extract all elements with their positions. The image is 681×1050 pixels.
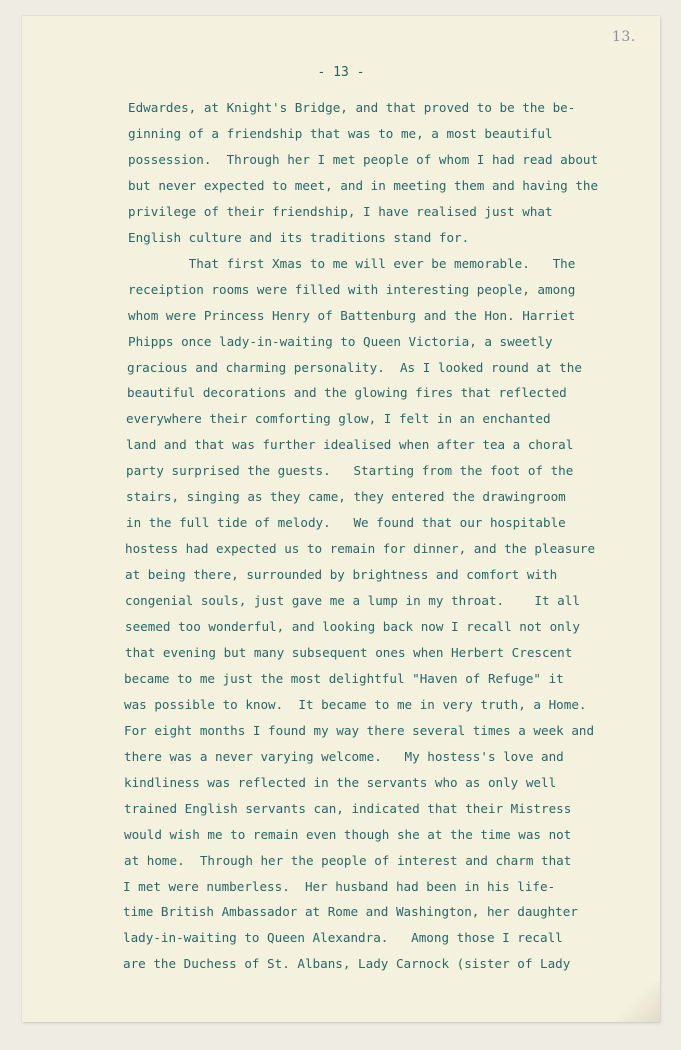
text-line: lady-in-waiting to Queen Alexandra. Among those I recall <box>123 930 563 946</box>
text-line: whom were Princess Henry of Battenburg and the Hon. Harriet <box>128 307 576 323</box>
text-line: stairs, singing as they came, they entered the drawingroom <box>126 489 566 505</box>
document-page <box>22 16 660 1022</box>
text-line: hostess had expected us to remain for dinner, and the pleasure <box>125 541 596 557</box>
text-line: there was a never varying welcome. My hostess's love and <box>124 748 564 764</box>
text-line: in the full tide of melody. We found that our hospitable <box>126 515 566 531</box>
text-line: possession. Through her I met people of whom I had read about <box>128 151 599 167</box>
text-line: beautiful decorations and the glowing fires that reflected <box>127 385 567 401</box>
text-line: trained English servants can, indicated that their Mistress <box>124 800 572 816</box>
text-line: That first Xmas to me will ever be memorable. The <box>128 255 576 271</box>
text-line: congenial souls, just gave me a lump in my throat. It all <box>125 593 580 608</box>
text-line: Phipps once lady-in-waiting to Queen Victoria, a sweetly <box>128 333 553 349</box>
text-line: everywhere their comforting glow, I felt in an enchanted <box>126 411 551 427</box>
page-corner-shadow <box>590 982 660 1022</box>
text-line: party surprised the guests. Starting from the foot of the <box>126 463 574 479</box>
text-line: seemed too wonderful, and looking back now I recall not only <box>125 619 580 634</box>
text-line: kindliness was reflected in the servants who as only well <box>124 774 557 790</box>
pencil-page-number: 13. <box>612 29 636 45</box>
text-line: time British Ambassador at Rome and Washington, her daughter <box>123 904 578 920</box>
text-line: land and that was further idealised when after tea a choral <box>126 437 574 453</box>
page-header: - 13 - <box>317 65 365 80</box>
text-line: are the Duchess of St. Albans, Lady Carnock (sister of Lady <box>123 956 571 972</box>
text-line: at being there, surrounded by brightness and comfort with <box>125 567 558 583</box>
text-line: receiption rooms were filled with interesting people, among <box>128 281 576 297</box>
text-line: privilege of their friendship, I have realised just what <box>128 203 553 219</box>
text-line: was possible to know. It became to me in very truth, a Home. <box>124 696 587 712</box>
text-line: English culture and its traditions stand for. <box>128 229 470 245</box>
text-line: that evening but many subsequent ones when Herbert Crescent <box>125 644 573 660</box>
text-line: I met were numberless. Her husband had been in his life- <box>123 878 556 894</box>
text-line: Edwardes, at Knight's Bridge, and that proved to be the be- <box>128 100 576 115</box>
text-line: would wish me to remain even though she at the time was not <box>124 826 572 842</box>
text-line: gracious and charming personality. As I looked round at the <box>127 359 582 375</box>
text-line: became to me just the most delightful "Haven of Refuge" it <box>124 670 564 686</box>
text-line: ginning of a friendship that was to me, a most beautiful <box>128 126 553 141</box>
text-line: at home. Through her the people of interest and charm that <box>124 852 572 868</box>
text-line: For eight months I found my way there several times a week and <box>124 722 595 738</box>
text-line: but never expected to meet, and in meeting them and having the <box>128 177 599 193</box>
